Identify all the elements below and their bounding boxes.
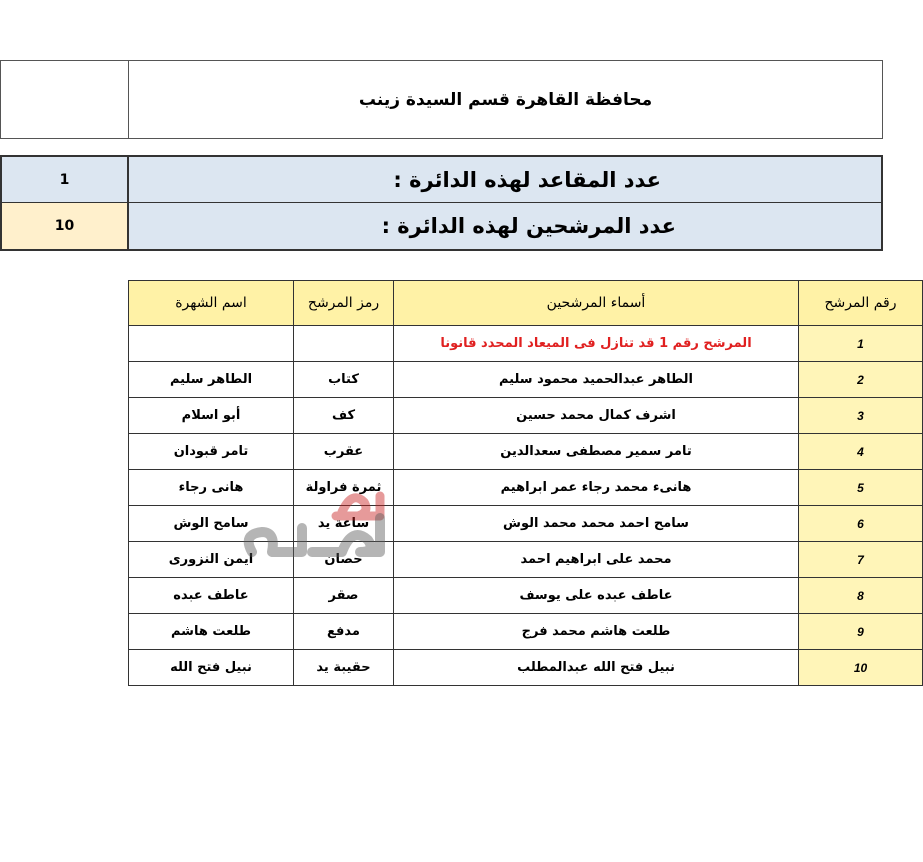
table-row (129, 542, 923, 578)
candidate-name: نبيل فتح الله عبدالمطلب (394, 650, 799, 686)
candidate-nickname: تامر قبودان (129, 434, 294, 470)
header-number: رقم المرشح (799, 281, 923, 326)
candidate-number: 7 (799, 542, 923, 578)
header-names: أسماء المرشحين (394, 281, 799, 326)
header-symbol: رمز المرشح (294, 281, 394, 326)
candidate-symbol (294, 326, 394, 362)
candidate-symbol: صقر (294, 578, 394, 614)
seats-label: عدد المقاعد لهذه الدائرة : (129, 155, 883, 203)
seats-value: 1 (0, 155, 129, 203)
candidate-number: 5 (799, 470, 923, 506)
candidate-number: 1 (799, 326, 923, 362)
candidate-name: عاطف عبده على يوسف (394, 578, 799, 614)
candidate-nickname: سامح الوش (129, 506, 294, 542)
table-row (129, 326, 923, 362)
candidates-table (128, 280, 923, 686)
candidate-symbol: مدفع (294, 614, 394, 650)
candidate-nickname: الطاهر سليم (129, 362, 294, 398)
candidate-number: 6 (799, 506, 923, 542)
candidate-name: محمد على ابراهيم احمد (394, 542, 799, 578)
header-title: محافظة القاهرة قسم السيدة زينب (358, 89, 653, 110)
table-row (129, 650, 923, 686)
candidate-name: سامح احمد محمد محمد الوش (394, 506, 799, 542)
candidate-number: 9 (799, 614, 923, 650)
candidate-number: 4 (799, 434, 923, 470)
candidate-nickname: نبيل فتح الله (129, 650, 294, 686)
candidate-number: 3 (799, 398, 923, 434)
table-row (129, 362, 923, 398)
candidate-name: طلعت هاشم محمد فرج (394, 614, 799, 650)
candidate-nickname: طلعت هاشم (129, 614, 294, 650)
candidate-symbol: كتاب (294, 362, 394, 398)
candidate-symbol: كف (294, 398, 394, 434)
table-row (129, 506, 923, 542)
candidate-name: هانىء محمد رجاء عمر ابراهيم (394, 470, 799, 506)
candidate-nickname: ايمن النزورى (129, 542, 294, 578)
candidate-number: 8 (799, 578, 923, 614)
candidate-symbol: ساعة يد (294, 506, 394, 542)
table-row (129, 434, 923, 470)
header-nickname: اسم الشهرة (129, 281, 294, 326)
candidate-symbol: حصان (294, 542, 394, 578)
candidate-name: المرشح رقم 1 قد تنازل فى الميعاد المحدد قانونا (394, 326, 799, 362)
candidate-number: 2 (799, 362, 923, 398)
candidate-nickname: هانى رجاء (129, 470, 294, 506)
candidate-nickname (129, 326, 294, 362)
table-row (129, 578, 923, 614)
candidate-name: تامر سمير مصطفى سعدالدين (394, 434, 799, 470)
candidate-nickname: عاطف عبده (129, 578, 294, 614)
candidate-symbol: عقرب (294, 434, 394, 470)
candidate-number: 10 (799, 650, 923, 686)
table-row (129, 470, 923, 506)
table-row (129, 614, 923, 650)
candidate-name: الطاهر عبدالحميد محمود سليم (394, 362, 799, 398)
candidate-symbol: حقيبة يد (294, 650, 394, 686)
candidate-nickname: أبو اسلام (129, 398, 294, 434)
candidate-name: اشرف كمال محمد حسين (394, 398, 799, 434)
candidates-count-value: 10 (0, 203, 129, 251)
candidate-symbol: ثمرة فراولة (294, 470, 394, 506)
table-row (129, 398, 923, 434)
candidates-count-label: عدد المرشحين لهذه الدائرة : (129, 203, 883, 251)
